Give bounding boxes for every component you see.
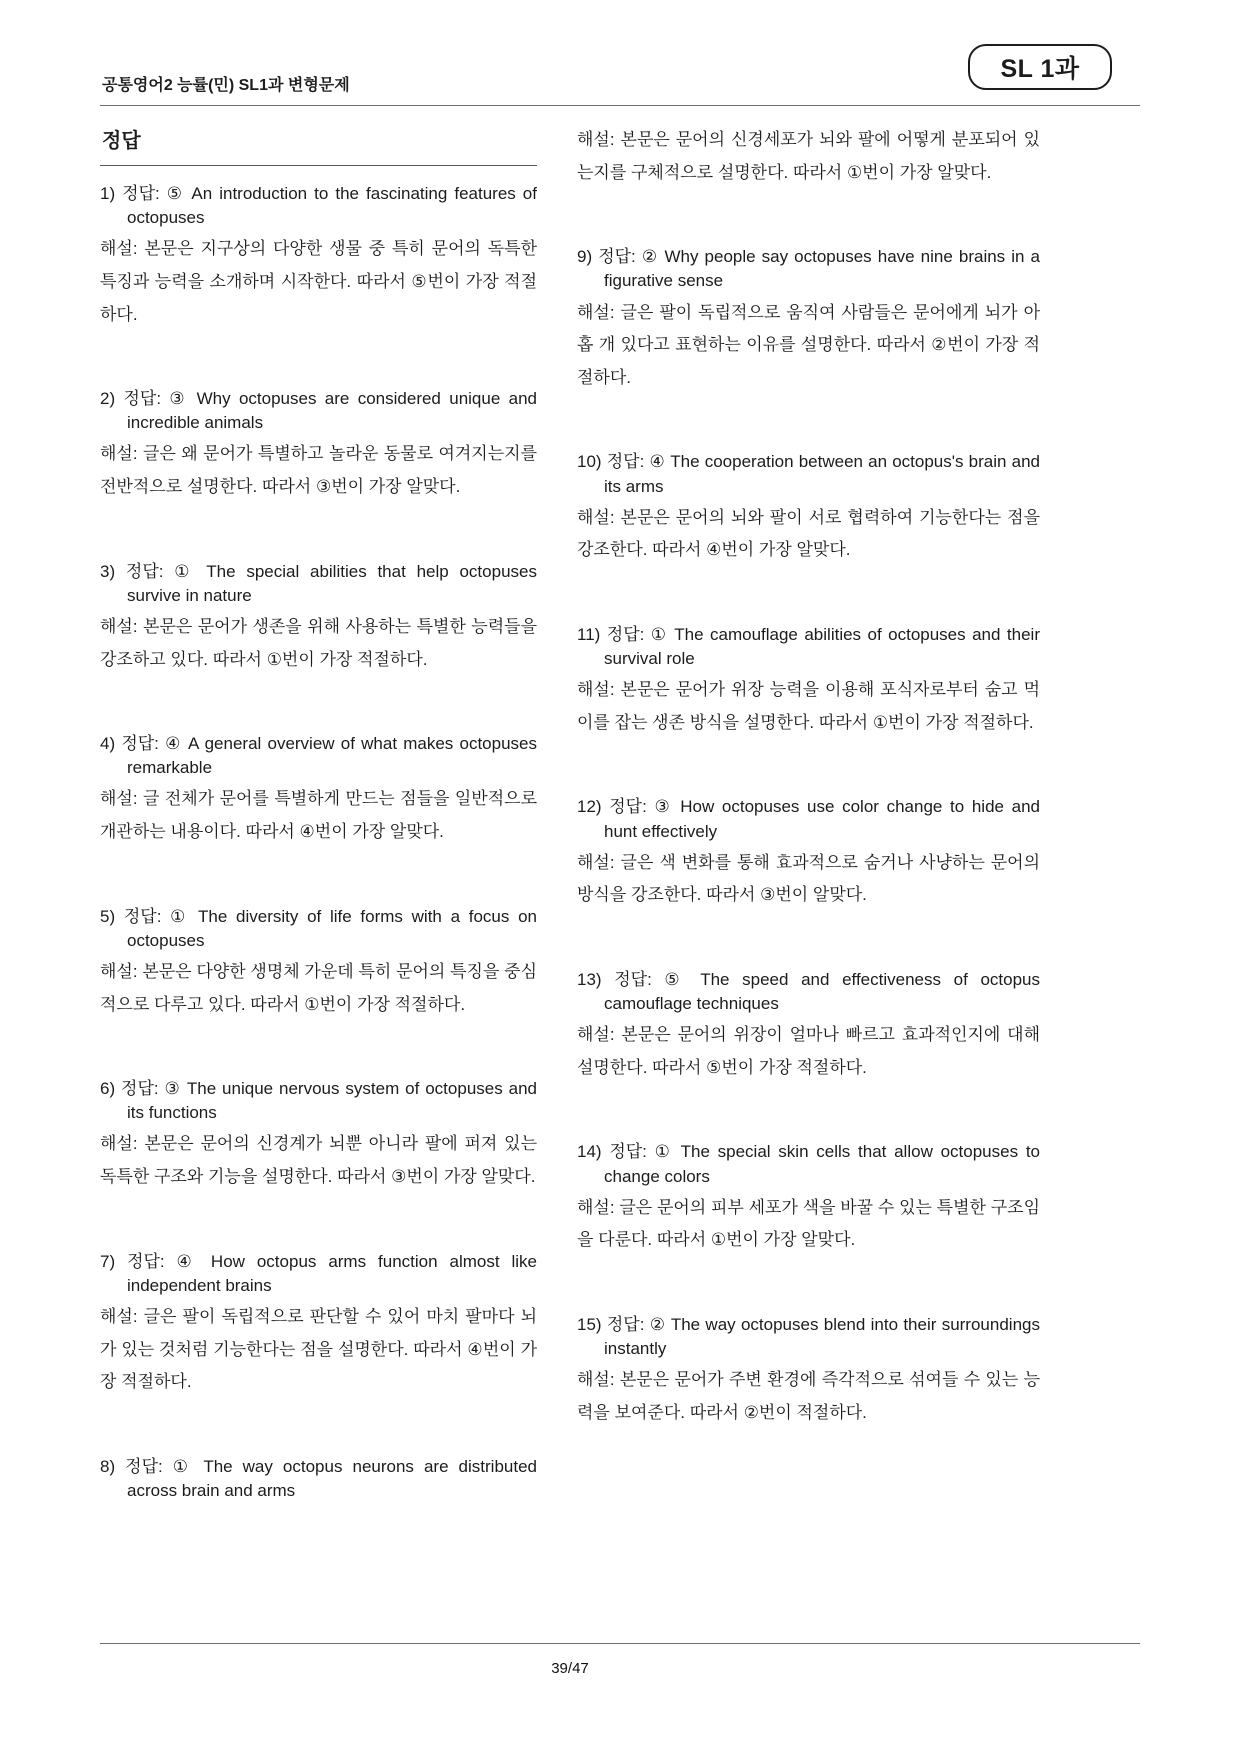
answer-title-text: 정답: ① The camouflage abilities of octopuses and their survival role [604,624,1040,668]
answer-item-2 [100,387,537,504]
answer-item-12 [577,795,1040,912]
answer-title-text: 정답: ④ How octopus arms function almost like independent brains [127,1251,537,1295]
answer-explanation: 해설: 본문은 문어의 신경계가 뇌뿐 아니라 팔에 퍼져 있는 독특한 구조와 기능을 설명한다. 따라서 ③번이 가장 알맞다. [100,1134,537,1186]
answer-number: 14) [577,1142,602,1162]
answer-item-1 [100,182,537,331]
answer-title [100,732,537,780]
answer-explanation: 해설: 본문은 문어의 뇌와 팔이 서로 협력하여 기능한다는 점을 강조한다. 따라서 ④번이 가장 알맞다. [577,507,1040,560]
answer-title [100,905,537,953]
answer-item-4 [100,732,537,849]
answer-number: 8) [100,1456,116,1476]
answer-explanation: 해설: 본문은 지구상의 다양한 생물 중 특히 문어의 독특한 특징과 능력을 소개하며 시작한다. 따라서 ⑤번이 가장 적절하다. [100,239,537,324]
answer-item-15 [577,1313,1040,1430]
answer-title [577,245,1040,293]
answer-title-text: 정답: ③ How octopuses use color change to hide and hunt effectively [604,797,1040,841]
answer-title-text: 정답: ① The diversity of life forms with a focus on octopuses [123,906,537,950]
answer-8-explanation-continued: 해설: 본문은 문어의 신경세포가 뇌와 팔에 어떻게 분포되어 있는지를 구체적으로 설명한다. 따라서 ①번이 가장 알맞다. [577,130,1040,182]
answer-item-10 [577,450,1040,567]
right-column [577,118,1040,1429]
answer-title [577,968,1040,1016]
answer-item-14 [577,1140,1040,1257]
answer-item-13 [577,968,1040,1085]
answer-title-text: 정답: ① The special abilities that help octopuses survive in nature [125,561,537,605]
answer-item-9 [577,245,1040,394]
answer-title-text: 정답: ② Why people say octopuses have nine brains in a figurative sense [598,247,1040,291]
answer-title-text: 정답: ③ Why octopuses are considered unique and incredible animals [123,389,537,433]
answer-explanation: 해설: 글은 왜 문어가 특별하고 놀라운 동물로 여겨지는지를 전반적으로 설명한다. 따라서 ③번이 가장 알맞다. [100,444,537,496]
answer-item-6 [100,1077,537,1194]
answer-title [577,1140,1040,1188]
answer-explanation: 해설: 글은 문어의 피부 세포가 색을 바꿀 수 있는 특별한 구조임을 다룬다. 따라서 ①번이 가장 알맞다. [577,1197,1040,1250]
answer-title [577,795,1040,843]
answer-item-11 [577,623,1040,740]
answer-explanation: 해설: 본문은 문어가 위장 능력을 이용해 포식자로부터 숨고 먹이를 잡는 생존 방식을 설명한다. 따라서 ①번이 가장 적절하다. [577,680,1040,732]
answer-number: 5) [100,906,116,926]
answer-number: 1) [100,184,116,203]
answer-item-3 [100,560,537,677]
answer-title [100,1250,537,1298]
answer-title [100,182,537,230]
answer-title [577,623,1040,671]
answer-number: 6) [100,1079,116,1099]
answer-number: 2) [100,389,116,409]
section-divider [100,165,537,166]
answer-title-text: 정답: ⑤ An introduction to the fascinating features of octopuses [122,184,537,228]
answer-explanation: 해설: 본문은 문어가 생존을 위해 사용하는 특별한 능력들을 강조하고 있다. 따라서 ①번이 가장 적절하다. [100,616,537,669]
answer-number: 4) [100,734,116,754]
content-columns [100,118,1140,1503]
answer-title-text: 정답: ④ The cooperation between an octopus's brain and its arms [604,452,1040,496]
answer-number: 13) [577,969,602,989]
answer-title-text: 정답: ① The way octopus neurons are distributed across brain and arms [125,1456,537,1500]
answer-number: 12) [577,797,602,817]
answer-title [577,450,1040,498]
answer-item-7 [100,1250,537,1399]
answer-number: 9) [577,247,593,267]
answer-number: 7) [100,1251,116,1271]
lesson-badge [968,44,1112,90]
answer-number: 3) [100,561,116,581]
answer-explanation: 해설: 글은 팔이 독립적으로 움직여 사람들은 문어에게 뇌가 아홉 개 있다고 표현하는 이유를 설명한다. 따라서 ②번이 가장 적절하다. [577,302,1040,387]
answer-title-text: 정답: ③ The unique nervous system of octopuses and its functions [121,1079,537,1123]
footer-divider [100,1643,1140,1644]
lesson-badge-label: SL 1과 [1000,55,1080,83]
section-title: 정답 [102,130,141,152]
answer-item-8 [100,1455,537,1503]
answer-title [100,560,537,608]
answer-explanation: 해설: 글 전체가 문어를 특별하게 만드는 점들을 일반적으로 개관하는 내용이다. 따라서 ④번이 가장 알맞다. [100,789,537,841]
answer-title-text: 정답: ② The way octopuses blend into their surroundings instantly [604,1314,1040,1358]
answer-item-5 [100,905,537,1022]
answer-explanation: 해설: 본문은 문어가 주변 환경에 즉각적으로 섞여들 수 있는 능력을 보여준다. 따라서 ②번이 적절하다. [577,1370,1040,1422]
answer-title-text: 정답: ① The special skin cells that allow octopuses to change colors [604,1142,1040,1186]
answer-explanation: 해설: 글은 색 변화를 통해 효과적으로 숨거나 사냥하는 문어의 방식을 강조한다. 따라서 ③번이 알맞다. [577,852,1040,905]
answer-title [577,1313,1040,1361]
answer-explanation: 해설: 본문은 다양한 생명체 가운데 특히 문어의 특징을 중심적으로 다루고 있다. 따라서 ①번이 가장 적절하다. [100,961,537,1014]
page-number: 39/47 [551,1660,589,1677]
answer-explanation: 해설: 본문은 문어의 위장이 얼마나 빠르고 효과적인지에 대해 설명한다. 따라서 ⑤번이 가장 적절하다. [577,1025,1040,1077]
document-title: 공통영어2 능률(민) SL1과 변형문제 [102,77,350,94]
answer-title-text: 정답: ⑤ The speed and effectiveness of octopus camouflage techniques [604,969,1040,1013]
answer-number: 10) [577,452,602,472]
left-column [100,118,537,1503]
answer-explanation: 해설: 글은 팔이 독립적으로 판단할 수 있어 마치 팔마다 뇌가 있는 것처럼 기능한다는 점을 설명한다. 따라서 ④번이 가장 적절하다. [100,1306,537,1392]
answer-title [100,1077,537,1125]
answer-number: 15) [577,1314,602,1334]
answer-title [100,1455,537,1503]
answer-number: 11) [577,624,601,644]
answer-title [100,387,537,435]
answer-title-text: 정답: ④ A general overview of what makes octopuses remarkable [121,734,537,778]
